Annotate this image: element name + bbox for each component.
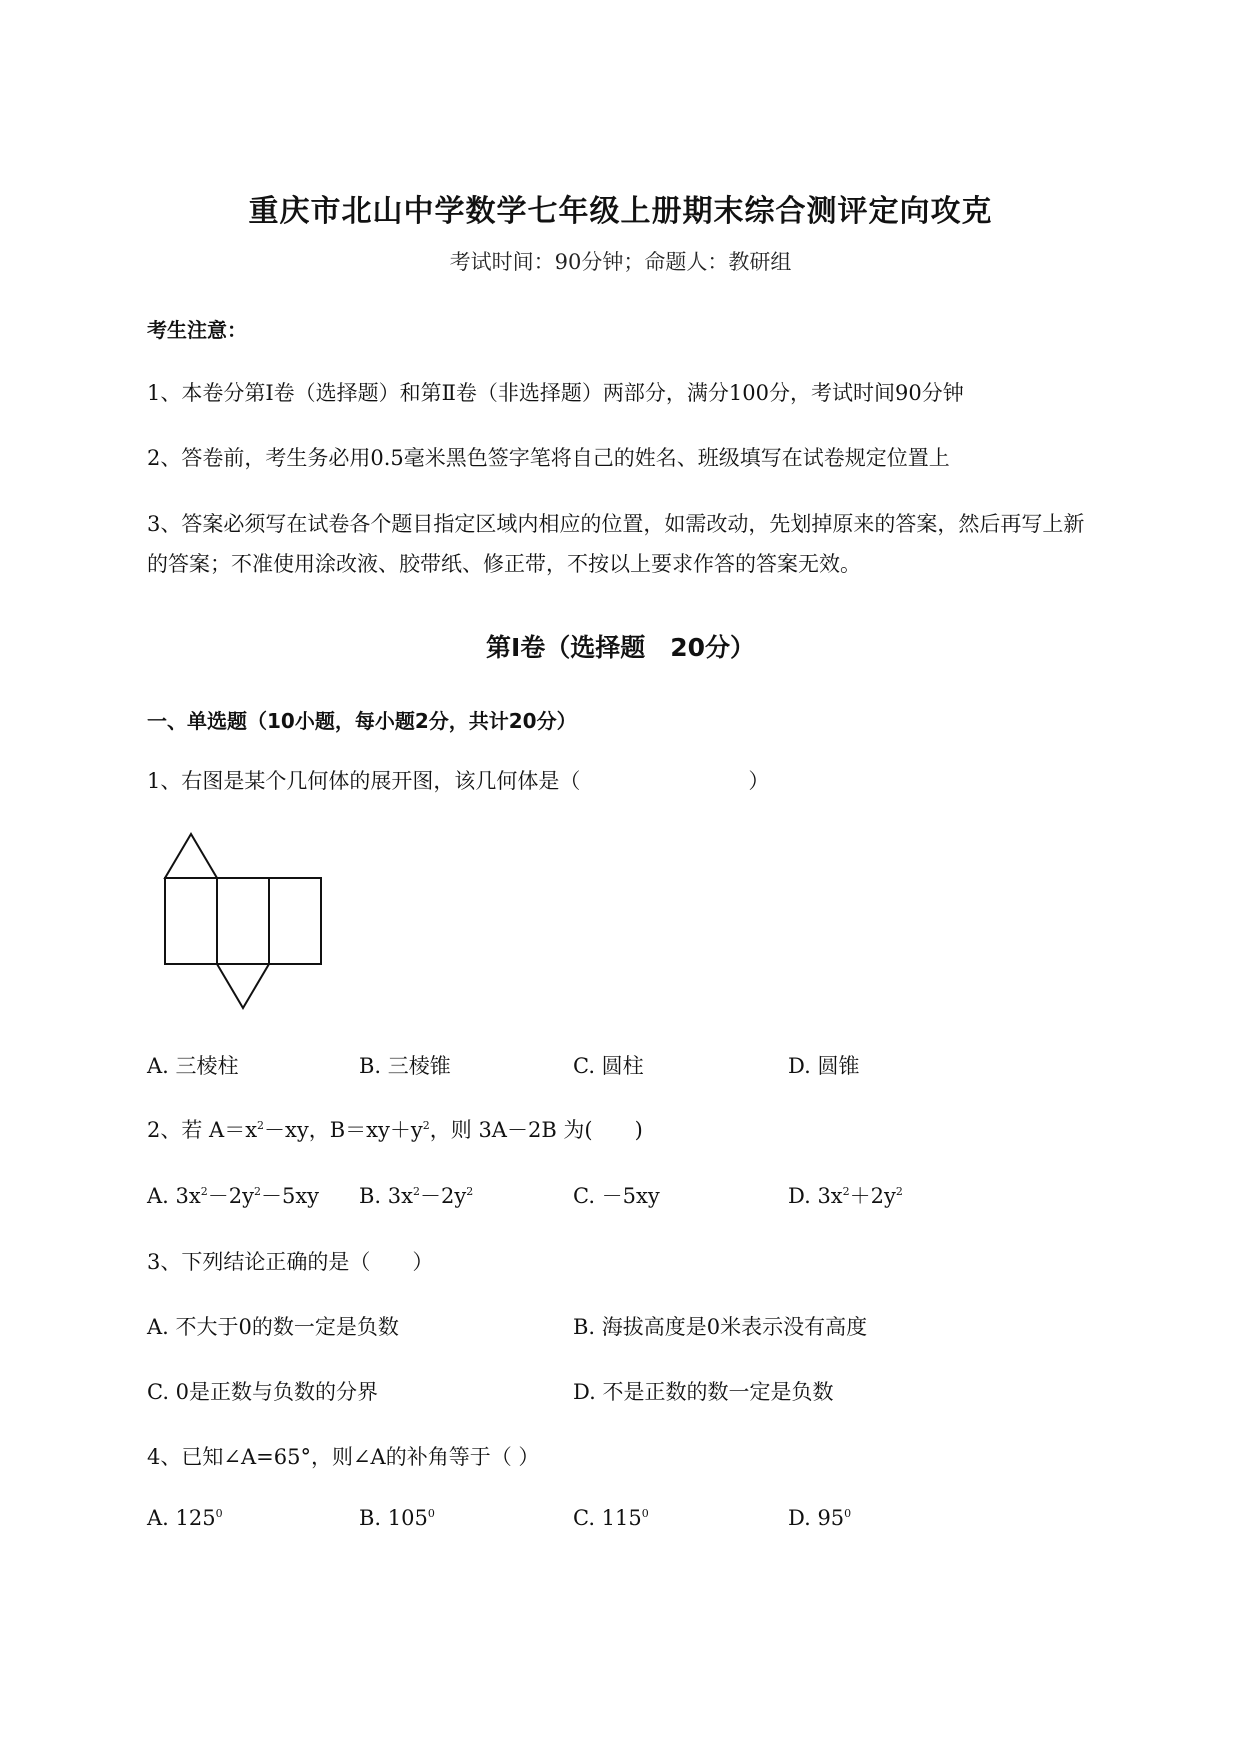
exam-info: 考试时间：90分钟；命题人：教研组 [449, 250, 792, 274]
q2-option-b: B. $3x^2-2y^2$ [359, 1184, 474, 1208]
notice-item-1: 1、本卷分第I卷（选择题）和第Ⅱ卷（非选择题）两部分，满分100分，考试时间90分钟 [147, 381, 964, 405]
part-heading: 一、单选题（10小题，每小题2分，共计20分） [147, 709, 577, 733]
page-title: 重庆市北山中学数学七年级上册期末综合测评定向攻克 [248, 194, 993, 229]
prism-net-figure [160, 830, 330, 1010]
net-triangle-bottom [217, 964, 269, 1008]
question-2-stem: 2、若 $A=x^2-xy$，$B=xy+y^2$，则 3A－2B 为( ) [147, 1118, 643, 1142]
question-4-stem: 4、已知∠A=65°，则∠A的补角等于（ ） [147, 1445, 540, 1469]
q1-option-c: C. 圆柱 [573, 1054, 644, 1078]
notice-item-3: 3、答案必须写在试卷各个题目指定区域内相应的位置，如需改动，先划掉原来的答案，然后再写上新 [147, 512, 1085, 536]
notice-item-3-continued: 的答案；不准使用涂改液、胶带纸、修正带，不按以上要求作答的答案无效。 [147, 552, 861, 576]
q3-option-c: C. 0是正数与负数的分界 [147, 1380, 379, 1404]
q1-option-d: D. 圆锥 [788, 1054, 860, 1078]
net-face-right [269, 878, 321, 964]
q4-option-a: A. $125^0$ [147, 1506, 223, 1530]
net-face-middle [217, 878, 269, 964]
q3-option-b: B. 海拔高度是0米表示没有高度 [573, 1315, 868, 1339]
question-3-stem: 3、下列结论正确的是（ ） [147, 1250, 434, 1274]
q2-option-c: C. －5xy [573, 1184, 660, 1208]
question-1-stem: 1、右图是某个几何体的展开图，该几何体是（ ） [147, 769, 770, 793]
q3-option-a: A. 不大于0的数一定是负数 [147, 1315, 399, 1339]
section-title: 第I卷（选择题 20分） [485, 633, 756, 662]
q2-option-a: A. $3x^2-2y^2-5xy$ [147, 1184, 320, 1208]
q4-option-c: C. $115^0$ [573, 1506, 649, 1530]
q4-option-b: B. $105^0$ [359, 1506, 435, 1530]
q4-option-d: D. $95^0$ [788, 1506, 852, 1530]
notice-heading: 考生注意： [147, 318, 247, 342]
q1-option-a: A. 三棱柱 [147, 1054, 239, 1078]
q2-option-d: D. $3x^2+2y^2$ [788, 1184, 903, 1208]
net-face-left [165, 878, 217, 964]
net-triangle-top [165, 834, 217, 878]
q1-option-b: B. 三棱锥 [359, 1054, 451, 1078]
q3-option-d: D. 不是正数的数一定是负数 [573, 1380, 834, 1404]
notice-item-2: 2、答卷前，考生务必用0.5毫米黑色签字笔将自己的姓名、班级填写在试卷规定位置上 [147, 446, 950, 470]
